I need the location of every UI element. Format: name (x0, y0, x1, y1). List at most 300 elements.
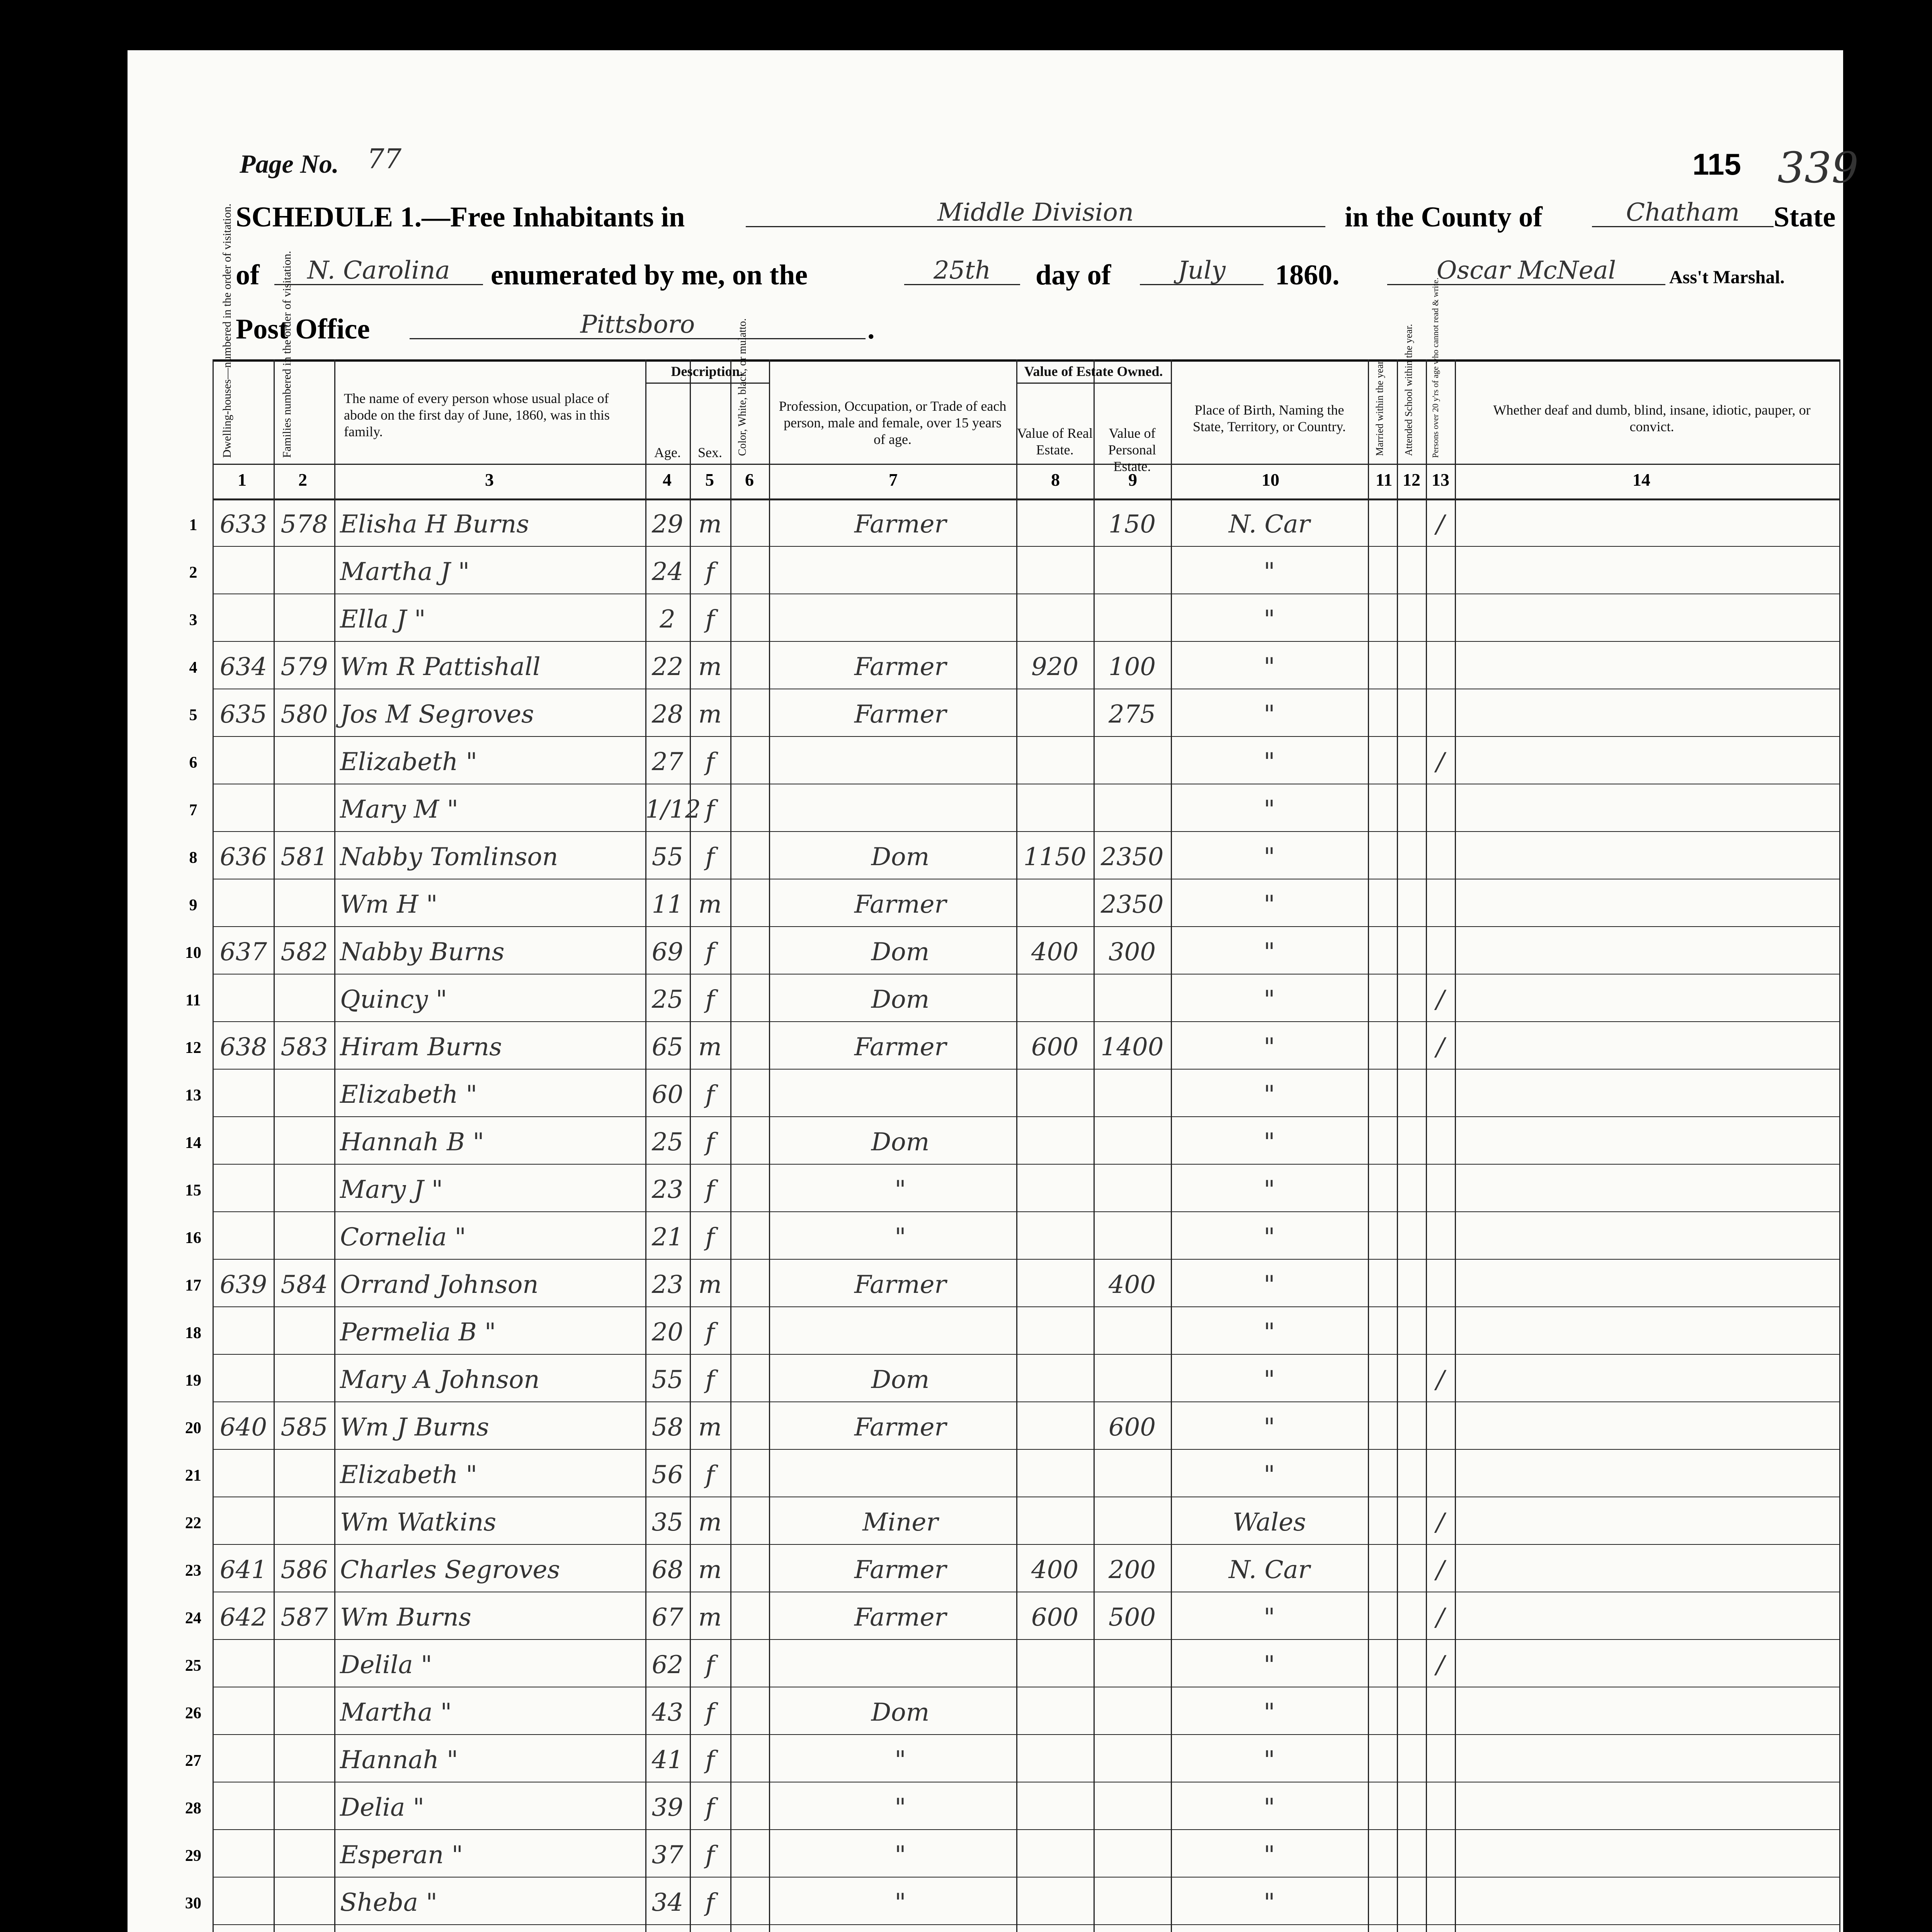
row-number: 27 (185, 1752, 201, 1770)
cell-birth: Wales (1233, 1508, 1306, 1537)
header-divider (213, 464, 1839, 465)
cell-name: Orrand Johnson (340, 1270, 539, 1299)
col-9-header: Value of Personal Estate. (1108, 425, 1156, 474)
cell-birth: " (1264, 843, 1275, 871)
cell-occ: Dom (871, 938, 930, 966)
row-number: 24 (185, 1609, 201, 1627)
estate-group-header: Value of Estate Owned. (1024, 364, 1163, 379)
col-num: 1 (238, 470, 247, 490)
cell-pers: 200 (1108, 1556, 1156, 1584)
cell-name: Wm Watkins (340, 1508, 497, 1537)
cell-birth: " (1264, 748, 1275, 776)
cell-pers: 2350 (1100, 890, 1164, 919)
marshal-field: Oscar McNeal (1387, 257, 1665, 285)
cell-dw: 641 (219, 1556, 267, 1584)
cell-age: 20 (651, 1318, 684, 1347)
row-number: 4 (1858, 659, 1867, 677)
cell-c13: / (1436, 1556, 1445, 1584)
cell-birth: " (1264, 700, 1275, 729)
cell-age: 29 (651, 510, 684, 539)
col-5-header: Sex. (698, 445, 722, 460)
cell-occ: Dom (871, 1698, 930, 1727)
row-number: 27 (1854, 1752, 1871, 1770)
cell-age: 35 (651, 1508, 684, 1537)
row-rule (213, 1544, 1839, 1545)
cell-dw: 634 (219, 653, 267, 681)
col-7-header: Profession, Occupation, or Trade of each person, male and female, over 15 years of age. (779, 398, 1007, 447)
cell-age: 23 (651, 1175, 684, 1204)
row-number: 8 (189, 849, 197, 867)
day-field: 25th (904, 257, 1020, 285)
col-4-header: Age. (654, 445, 681, 460)
cell-dw: 636 (219, 843, 267, 871)
row-number: 20 (1854, 1419, 1871, 1437)
cell-name: Wm Burns (340, 1603, 471, 1632)
col-10-header: Place of Birth, Naming the State, Territory, or Country. (1192, 402, 1346, 435)
cell-sex: m (698, 1270, 722, 1299)
cell-birth: " (1264, 795, 1275, 824)
rule (1094, 359, 1095, 1932)
page-number-label: Page No. (240, 149, 339, 179)
cell-sex: f (705, 1793, 715, 1822)
rule (1016, 359, 1017, 1932)
cell-name: Quincy " (340, 985, 447, 1014)
row-rule (213, 546, 1839, 547)
cell-occ: Farmer (854, 890, 946, 919)
cell-name: Elizabeth " (340, 748, 478, 776)
cell-occ: Farmer (854, 700, 946, 729)
cell-dw: 638 (219, 1033, 267, 1061)
cell-age: 24 (651, 558, 684, 586)
cell-c13: / (1436, 510, 1445, 539)
cell-c13: / (1436, 1603, 1445, 1632)
cell-occ: " (895, 1223, 906, 1252)
cell-occ: Farmer (854, 1603, 946, 1632)
cell-occ: " (895, 1888, 906, 1917)
cell-sex: f (705, 985, 715, 1014)
cell-birth: " (1264, 1413, 1275, 1442)
cell-age: 67 (651, 1603, 684, 1632)
row-number: 15 (1854, 1182, 1871, 1199)
cell-real: 400 (1031, 1556, 1079, 1584)
rule (1397, 359, 1398, 1932)
cell-birth: " (1264, 1270, 1275, 1299)
cell-fam: 582 (281, 938, 328, 966)
cell-occ: Dom (871, 843, 930, 871)
cell-sex: m (698, 653, 722, 681)
cell-birth: " (1264, 605, 1275, 634)
cell-age: 39 (651, 1793, 684, 1822)
cell-name: Ella J " (340, 605, 426, 634)
rule (334, 359, 335, 1932)
row-number: 18 (185, 1324, 201, 1342)
cell-occ: Farmer (854, 1556, 946, 1584)
row-number: 19 (185, 1372, 201, 1389)
row-number: 22 (185, 1514, 201, 1532)
row-number: 7 (1858, 801, 1867, 819)
cell-name: Martha J " (340, 558, 470, 586)
cell-pers: 150 (1108, 510, 1156, 539)
cell-sex: f (705, 1461, 715, 1489)
col-3-header: The name of every person whose usual place of abode on the first day of June, 1860, was in this family. (344, 391, 610, 440)
row-number: 25 (1854, 1657, 1871, 1675)
row-number: 12 (185, 1039, 201, 1057)
row-number: 28 (1854, 1799, 1871, 1817)
cell-age: 55 (651, 843, 684, 871)
county-label: in the County of (1345, 201, 1543, 233)
cell-age: 68 (651, 1556, 684, 1584)
cell-birth: " (1264, 1223, 1275, 1252)
cell-sex: m (698, 890, 722, 919)
row-rule (213, 1164, 1839, 1165)
row-number: 13 (185, 1087, 201, 1104)
row-rule (213, 974, 1839, 975)
cell-name: Jos M Segroves (340, 700, 534, 729)
cell-sex: f (705, 1888, 715, 1917)
cell-dw: 642 (219, 1603, 267, 1632)
row-number: 1 (1858, 516, 1867, 534)
row-rule (213, 1116, 1839, 1117)
cell-c13: / (1436, 1508, 1445, 1537)
cell-real: 400 (1031, 938, 1079, 966)
cell-birth: " (1264, 985, 1275, 1014)
row-number: 15 (185, 1182, 201, 1199)
cell-sex: f (705, 1080, 715, 1109)
row-number: 21 (1854, 1467, 1871, 1485)
cell-name: Mary A Johnson (340, 1366, 540, 1394)
col-num: 13 (1432, 470, 1449, 490)
cell-real: 1150 (1023, 843, 1087, 871)
cell-birth: " (1264, 1698, 1275, 1727)
handwritten-page-number: 339 (1777, 143, 1859, 192)
row-number: 26 (185, 1704, 201, 1722)
cell-occ: Dom (871, 1128, 930, 1156)
census-table (213, 359, 1839, 362)
row-number: 9 (1858, 896, 1867, 914)
cell-name: Esperan " (340, 1841, 463, 1869)
row-number: 17 (1854, 1277, 1871, 1294)
cell-sex: f (705, 748, 715, 776)
row-number: 24 (1854, 1609, 1871, 1627)
row-number: 3 (1858, 611, 1867, 629)
cell-pers: 275 (1108, 700, 1156, 729)
cell-real: 600 (1031, 1033, 1079, 1061)
cell-birth: " (1264, 1175, 1275, 1204)
cell-birth: " (1264, 938, 1275, 966)
cell-age: 11 (651, 890, 684, 919)
row-number: 1 (189, 516, 197, 534)
col-12-header: Attended School within the year. (1403, 324, 1414, 456)
rule (769, 359, 770, 1932)
census-page (128, 50, 1871, 1932)
row-number: 16 (1854, 1229, 1871, 1247)
cell-fam: 578 (281, 510, 328, 539)
cell-age: 23 (651, 1270, 684, 1299)
cell-pers: 600 (1108, 1413, 1156, 1442)
cell-name: Wm H " (340, 890, 438, 919)
cell-sex: m (698, 1413, 722, 1442)
cell-age: 21 (651, 1223, 684, 1252)
of-label: of (236, 259, 260, 291)
rule (1839, 359, 1840, 1932)
cell-sex: f (705, 1223, 715, 1252)
col-6-header: Color, White, black, or mulatto. (736, 318, 748, 456)
col-num: 9 (1128, 470, 1137, 490)
cell-birth: N. Car (1228, 510, 1310, 539)
row-number: 16 (185, 1229, 201, 1247)
row-rule (213, 1401, 1839, 1402)
cell-age: 62 (651, 1651, 684, 1679)
cell-name: Charles Segroves (340, 1556, 560, 1584)
cell-fam: 580 (281, 700, 328, 729)
row-rule (213, 1924, 1839, 1925)
cell-age: 37 (651, 1841, 684, 1869)
row-rule (213, 1021, 1839, 1022)
rule (1455, 359, 1456, 1932)
cell-birth: " (1264, 558, 1275, 586)
row-number: 19 (1854, 1372, 1871, 1389)
cell-pers: 500 (1108, 1603, 1156, 1632)
row-rule (213, 1829, 1839, 1830)
col-num: 2 (298, 470, 307, 490)
cell-occ: Dom (871, 985, 930, 1014)
row-number: 12 (1854, 1039, 1871, 1057)
day-of-label-text: day of (1036, 259, 1111, 291)
cell-birth: " (1264, 653, 1275, 681)
col-num: 6 (745, 470, 754, 490)
state-label: State (1774, 201, 1836, 233)
cell-sex: f (705, 1128, 715, 1156)
cell-sex: f (705, 1366, 715, 1394)
group-rule (645, 383, 769, 384)
cell-sex: f (705, 843, 715, 871)
cell-name: Sheba " (340, 1888, 437, 1917)
cell-fam: 587 (281, 1603, 328, 1632)
column-number-divider (213, 498, 1839, 500)
cell-sex: m (698, 1508, 722, 1537)
row-number: 29 (185, 1847, 201, 1865)
cell-name: Mary J " (340, 1175, 443, 1204)
cell-dw: 640 (219, 1413, 267, 1442)
cell-occ: Farmer (854, 653, 946, 681)
row-number: 10 (1854, 944, 1871, 962)
cell-sex: f (705, 558, 715, 586)
rule (730, 359, 731, 1932)
cell-sex: f (705, 1318, 715, 1347)
cell-name: Elisha H Burns (340, 510, 529, 539)
cell-birth: " (1264, 1366, 1275, 1394)
state-field: N. Carolina (274, 257, 483, 285)
col-11-header: Married within the year. (1374, 359, 1385, 456)
row-number: 28 (185, 1799, 201, 1817)
row-number: 22 (1854, 1514, 1871, 1532)
row-rule (213, 1734, 1839, 1735)
col-14-header: Whether deaf and dumb, blind, insane, idiotic, pauper, or convict. (1493, 402, 1811, 435)
cell-real: 600 (1031, 1603, 1079, 1632)
cell-occ: Farmer (854, 1033, 946, 1061)
cell-fam: 584 (281, 1270, 328, 1299)
row-number: 17 (185, 1277, 201, 1294)
row-number: 3 (189, 611, 197, 629)
rule (1368, 359, 1369, 1932)
col-num: 4 (663, 470, 672, 490)
cell-sex: f (705, 1841, 715, 1869)
cell-sex: f (705, 795, 715, 824)
row-number: 13 (1854, 1087, 1871, 1104)
row-number: 30 (185, 1895, 201, 1912)
group-rule (1016, 383, 1171, 384)
cell-real: 920 (1031, 653, 1079, 681)
cell-birth: " (1264, 1746, 1275, 1774)
cell-age: 22 (651, 653, 684, 681)
row-rule (213, 1306, 1839, 1307)
cell-birth: " (1264, 1841, 1275, 1869)
row-number: 11 (185, 992, 201, 1009)
county-field: Chatham (1592, 199, 1774, 227)
cell-age: 28 (651, 700, 684, 729)
division-field: Middle Division (746, 199, 1325, 227)
row-number: 26 (1854, 1704, 1871, 1722)
cell-age: 27 (651, 748, 684, 776)
cell-name: Permelia B " (340, 1318, 496, 1347)
row-rule (213, 1259, 1839, 1260)
cell-birth: " (1264, 890, 1275, 919)
cell-sex: f (705, 605, 715, 634)
cell-name: Wm J Burns (340, 1413, 489, 1442)
cell-sex: f (705, 1746, 715, 1774)
cell-age: 43 (651, 1698, 684, 1727)
col-num: 10 (1262, 470, 1279, 490)
cell-age: 2 (660, 605, 675, 634)
cell-name: Nabby Burns (340, 938, 505, 966)
cell-birth: " (1264, 1128, 1275, 1156)
cell-dw: 633 (219, 510, 267, 539)
cell-age: 60 (651, 1080, 684, 1109)
row-number: 2 (1858, 564, 1867, 582)
cell-birth: " (1264, 1033, 1275, 1061)
cell-occ: " (895, 1841, 906, 1869)
row-number: 14 (1854, 1134, 1871, 1152)
cell-c13: / (1436, 1651, 1445, 1679)
cell-age: 56 (651, 1461, 684, 1489)
rule (1426, 359, 1427, 1932)
cell-sex: m (698, 510, 722, 539)
cell-pers: 300 (1108, 938, 1156, 966)
col-num: 5 (705, 470, 714, 490)
row-rule (213, 1449, 1839, 1450)
cell-name: Elizabeth " (340, 1461, 478, 1489)
cell-occ: Miner (862, 1508, 938, 1537)
cell-name: Cornelia " (340, 1223, 466, 1252)
row-number: 18 (1854, 1324, 1871, 1342)
enumerated-label: enumerated by me, on the (491, 259, 808, 291)
cell-occ: " (895, 1746, 906, 1774)
row-number: 20 (185, 1419, 201, 1437)
col-13-header: Persons over 20 y'rs of age who cannot read & write. (1430, 277, 1440, 458)
cell-occ: Farmer (854, 510, 946, 539)
cell-sex: f (705, 1698, 715, 1727)
cell-c13: / (1436, 1366, 1445, 1394)
col-num: 14 (1633, 470, 1650, 490)
cell-sex: f (705, 1175, 715, 1204)
cell-age: 65 (651, 1033, 684, 1061)
cell-name: Mary M " (340, 795, 459, 824)
cell-name: Delia " (340, 1793, 425, 1822)
cell-name: Delila " (340, 1651, 432, 1679)
cell-occ: " (895, 1793, 906, 1822)
cell-sex: m (698, 700, 722, 729)
cell-dw: 635 (219, 700, 267, 729)
cell-age: 34 (651, 1888, 684, 1917)
cell-birth: " (1264, 1461, 1275, 1489)
stamped-page-number: 115 (1692, 147, 1741, 181)
col-num: 12 (1403, 470, 1420, 490)
row-number: 30 (1854, 1895, 1871, 1912)
cell-c13: / (1436, 985, 1445, 1014)
row-rule (213, 1211, 1839, 1212)
cell-name: Hannah " (340, 1746, 458, 1774)
row-number: 23 (185, 1562, 201, 1580)
row-number: 5 (1858, 706, 1867, 724)
rule (213, 359, 214, 1932)
cell-name: Martha " (340, 1698, 452, 1727)
row-rule (213, 926, 1839, 927)
cell-sex: m (698, 1033, 722, 1061)
cell-name: Hannah B " (340, 1128, 484, 1156)
cell-birth: " (1264, 1793, 1275, 1822)
row-rule (213, 1639, 1839, 1640)
row-number: 2 (189, 564, 197, 582)
year-label: 1860. (1275, 259, 1340, 291)
row-rule (213, 1877, 1839, 1878)
row-number: 14 (185, 1134, 201, 1152)
cell-birth: " (1264, 1651, 1275, 1679)
row-number: 10 (185, 944, 201, 962)
cell-dw: 639 (219, 1270, 267, 1299)
row-rule (213, 641, 1839, 642)
cell-age: 25 (651, 985, 684, 1014)
cell-sex: f (705, 938, 715, 966)
cell-fam: 579 (281, 653, 328, 681)
row-number: 5 (189, 706, 197, 724)
row-rule (213, 736, 1839, 737)
cell-occ: Dom (871, 1366, 930, 1394)
row-number: 25 (185, 1657, 201, 1675)
rule (274, 359, 275, 1932)
col-num: 11 (1376, 470, 1393, 490)
row-number: 8 (1858, 849, 1867, 867)
row-number: 21 (185, 1467, 201, 1485)
row-number: 7 (189, 801, 197, 819)
row-number: 4 (189, 659, 197, 677)
cell-name: Elizabeth " (340, 1080, 478, 1109)
cell-birth: " (1264, 1318, 1275, 1347)
cell-age: 41 (651, 1746, 684, 1774)
asst-marshal-label: Ass't Marshal. (1669, 267, 1785, 287)
cell-sex: m (698, 1603, 722, 1632)
cell-age: 55 (651, 1366, 684, 1394)
cell-birth: N. Car (1228, 1556, 1310, 1584)
cell-age: 1/12 (645, 795, 701, 824)
row-number: 6 (1858, 754, 1867, 772)
cell-age: 58 (651, 1413, 684, 1442)
row-number: 23 (1854, 1562, 1871, 1580)
cell-pers: 100 (1108, 653, 1156, 681)
cell-fam: 581 (281, 843, 328, 871)
cell-name: Hiram Burns (340, 1033, 502, 1061)
cell-pers: 1400 (1100, 1033, 1164, 1061)
col-num: 3 (485, 470, 494, 490)
